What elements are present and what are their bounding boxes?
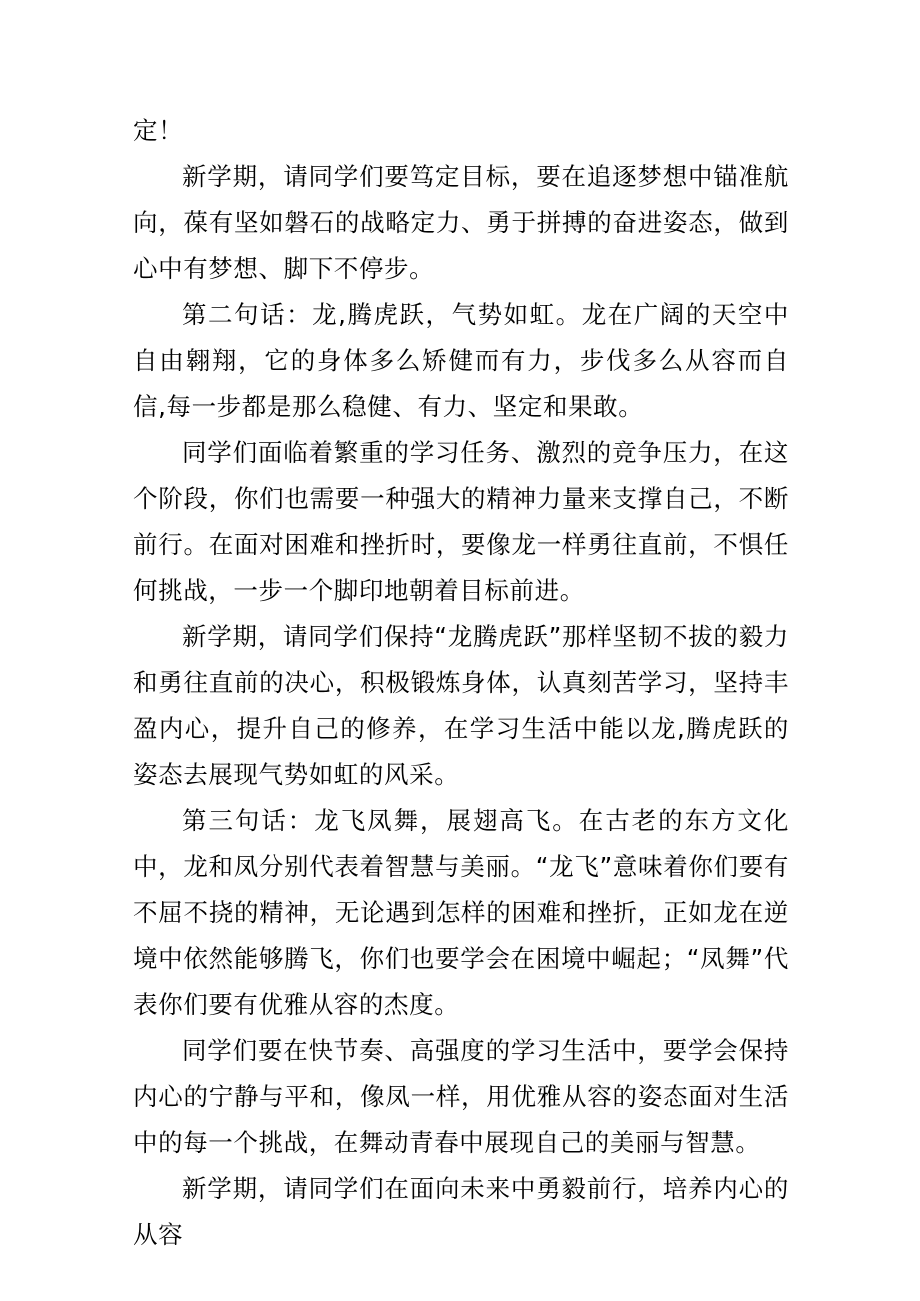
paragraph: 同学们要在快节奏、高强度的学习生活中，要学会保持内心的宁静与平和，像凤一样，用优雅从容的姿态面对生活中的每一个挑战，在舞动青春中展现自己的美丽与智慧。 <box>133 1036 789 1157</box>
paragraph: 同学们面临着繁重的学习任务、激烈的竞争压力，在这个阶段，你们也需要一种强大的精神力量来支撑自己，不断前行。在面对困难和挫折时，要像龙一样勇往直前，不惧任何挑战，一步一个脚印地朝着目标前进。 <box>133 438 789 605</box>
paragraph: 新学期，请同学们要笃定目标，要在追逐梦想中锚准航向，葆有坚如磐石的战略定力、勇于拼搏的奋进姿态，做到心中有梦想、脚下不停步。 <box>133 162 789 283</box>
paragraph-continuation: 定！ <box>133 116 184 145</box>
paragraph: 第二句话：龙,腾虎跃，气势如虹。龙在广阔的天空中自由翱翔，它的身体多么矫健而有力，步伐多么从容而自信,每一步都是那么稳健、有力、坚定和果敢。 <box>133 300 789 421</box>
document-body <box>133 108 789 1258</box>
paragraph: 第三句话：龙飞凤舞，展翅高飞。在古老的东方文化中，龙和凤分别代表着智慧与美丽。“龙飞”意味着你们要有不屈不挠的精神，无论遇到怎样的困难和挫折，正如龙在逆境中依然能够腾飞，你们也要学会在困境中崛起；“凤舞”代表你们要有优雅从容的杰度。 <box>133 806 789 1019</box>
paragraph: 新学期，请同学们在面向未来中勇毅前行，培养内心的从容 <box>133 1174 789 1249</box>
paragraph: 新学期，请同学们保持“龙腾虎跃”那样坚韧不拔的毅力和勇往直前的决心，积极锻炼身体，认真刻苦学习，坚持丰盈内心，提升自己的修养，在学习生活中能以龙,腾虎跃的姿态去展现气势如虹的风采。 <box>133 622 789 789</box>
